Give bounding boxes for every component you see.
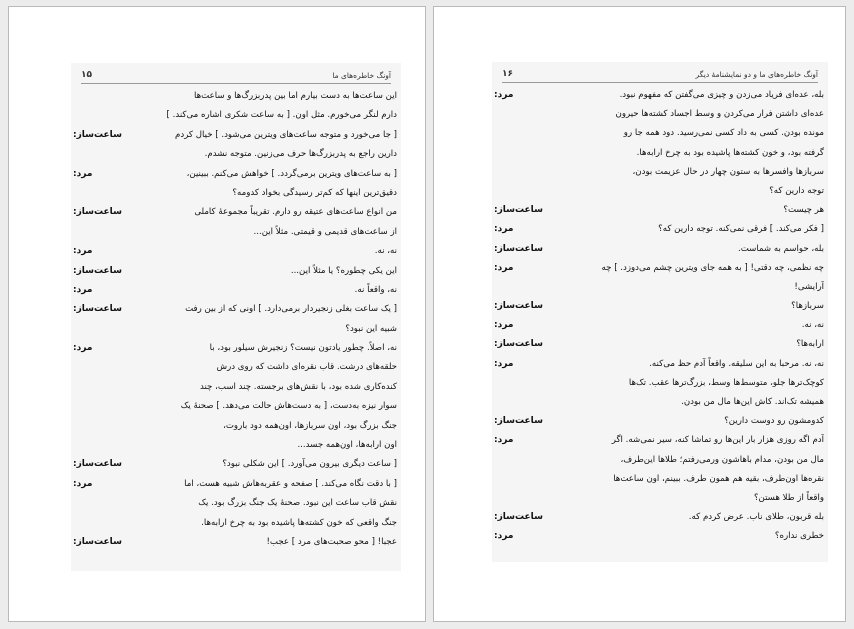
page-number: ۱۶: [502, 69, 513, 79]
speaker-label: ساعت‌ساز:: [494, 416, 543, 427]
dialogue-text: آرایشی!: [794, 281, 824, 292]
dialogue-line: [71, 87, 401, 106]
dialogue-line: [492, 335, 828, 354]
left-page: [8, 6, 426, 622]
speaker-label: ساعت‌ساز:: [494, 339, 543, 350]
dialogue-line: [71, 436, 401, 455]
dialogue-text: کوچک‌ترها جلو، متوسط‌ها وسط، بزرگ‌ترها عقب. تک‌ها: [628, 377, 824, 388]
dialogue-text: آدم اگه روزی هزار بار این‌ها رو تماشا کنه، سیر نمی‌شه. اگر: [611, 435, 824, 446]
dialogue-text: دارم لنگر می‌خورم. مثل اون. [ به ساعت شکری اشاره می‌کند. ]: [166, 110, 397, 121]
speaker-label: مرد:: [494, 90, 514, 100]
speaker-label: ساعت‌ساز:: [73, 536, 122, 547]
dialogue-line: [71, 494, 401, 513]
speaker-label: ساعت‌ساز:: [73, 304, 122, 315]
dialogue-text: این ساعت‌ها به دست بیارم اما بین پدربزرگ‌ها و ساعت‌ها: [194, 91, 397, 101]
dialogue-line: [492, 163, 828, 182]
dialogue-line: [492, 240, 828, 259]
dialogue-text: [ فکر می‌کند. ] فرقی نمی‌کنه. توجه دارین که؟: [658, 224, 824, 235]
dialogue-line: [492, 489, 828, 508]
dialogue-text: شبیه این نبود؟: [345, 323, 397, 334]
dialogue-text: دارین راجع به پدربزرگ‌ها حرف می‌زنین. متوجه نشدم.: [204, 149, 397, 160]
dialogue-line: [492, 355, 828, 374]
dialogue-line: [71, 320, 401, 339]
dialogue-text: نقره‌ها اون‌طرف، بقیه هم همون طرف. ببینم، اون ساعت‌ها: [613, 473, 824, 484]
speaker-label: ساعت‌ساز:: [73, 207, 122, 218]
speaker-label: مرد:: [494, 435, 514, 446]
dialogue-line: [71, 397, 401, 416]
dialogue-text: [ جا می‌خورد و متوجه ساعت‌های ویترین می‌شود. ] خیال کردم: [175, 129, 397, 140]
dialogue-text: [ یک ساعت بغلی زنجیردار برمی‌دارد. ] اونی که از بین رفت: [185, 304, 397, 315]
dialogue-line: [71, 106, 401, 125]
speaker-label: ساعت‌ساز:: [494, 205, 543, 216]
dialogue-line: [492, 470, 828, 489]
dialogue-line: [492, 124, 828, 143]
dialogue-text: ارابه‌ها؟: [796, 339, 824, 350]
dialogue-line: [492, 431, 828, 450]
right-page-header: [502, 69, 818, 83]
speaker-label: مرد:: [494, 224, 514, 235]
dialogue-line: [71, 378, 401, 397]
dialogue-text: نقش قاب ساعت این نبود. صحنهٔ یک جنگ بزرگ بود. یک: [198, 498, 397, 509]
dialogue-line: [492, 105, 828, 124]
dialogue-text: توجه دارین که؟: [769, 185, 824, 196]
speaker-label: مرد:: [73, 343, 93, 354]
speaker-label: مرد:: [494, 358, 514, 369]
dialogue-text: نه، نه.: [374, 246, 397, 257]
dialogue-text: خطری نداره؟: [774, 531, 824, 542]
dialogue-text: جنگ بزرگ بود، اون سربازها، اون‌همه دود باروت،: [223, 420, 397, 431]
dialogue-line: [71, 262, 401, 281]
dialogue-line: [71, 339, 401, 358]
speaker-label: مرد:: [73, 246, 93, 257]
left-page-text: [71, 87, 401, 552]
speaker-label: مرد:: [73, 284, 93, 295]
right-page: [433, 6, 846, 622]
dialogue-text: اون ارابه‌ها، اون‌همه جسد...: [297, 440, 397, 451]
speaker-label: ساعت‌ساز:: [73, 459, 122, 470]
dialogue-line: [71, 242, 401, 261]
dialogue-line: [71, 475, 401, 494]
dialogue-line: [492, 451, 828, 470]
speaker-label: ساعت‌ساز:: [494, 243, 543, 254]
dialogue-text: مونده بودن. کسی به داد کسی نمی‌رسید. دود همه جا رو: [623, 128, 824, 139]
dialogue-text: از ساعت‌های قدیمی و قیمتی. مثلاً این...: [253, 226, 397, 237]
dialogue-text: مال من بودن، مدام باهاشون ورمی‌رفتم؛ طلاها این‌طرف،: [620, 454, 824, 465]
dialogue-text: عجبا! [ محو صحبت‌های مرد ] عجب!: [266, 536, 397, 547]
dialogue-text: کدومشون رو دوست دارین؟: [724, 416, 824, 427]
dialogue-line: [71, 203, 401, 222]
dialogue-line: [71, 300, 401, 319]
speaker-label: مرد:: [494, 262, 514, 273]
dialogue-text: [ به ساعت‌های ویترین برمی‌گردد. ] خواهش می‌کنم. ببینین،: [186, 168, 397, 179]
dialogue-text: سوار نیزه به‌دست، [ به دست‌هاش حالت می‌دهد. ] صحنهٔ یک: [180, 401, 397, 412]
dialogue-text: واقعاً از طلا هستن؟: [753, 492, 824, 503]
dialogue-line: [492, 182, 828, 201]
right-page-scan: [492, 62, 828, 562]
dialogue-line: [492, 297, 828, 316]
dialogue-text: چه نظمی، چه دقتی! [ به همه جای ویترین چشم می‌دوزد. ] چه: [601, 262, 824, 273]
speaker-label: ساعت‌ساز:: [73, 265, 122, 276]
dialogue-line: [492, 201, 828, 220]
dialogue-line: [492, 412, 828, 431]
dialogue-line: [492, 144, 828, 163]
dialogue-line: [492, 86, 828, 105]
dialogue-line: [492, 374, 828, 393]
left-page-scan: [71, 63, 401, 571]
speaker-label: مرد:: [73, 478, 93, 489]
dialogue-text: بله، حواسم به شماست.: [737, 243, 824, 254]
dialogue-text: [ با دقت نگاه می‌کند. ] صفحه و عقربه‌هاش شبیه هست، اما: [184, 478, 397, 489]
dialogue-line: [71, 281, 401, 300]
dialogue-line: [492, 278, 828, 297]
dialogue-text: نه، واقعاً نه.: [354, 284, 397, 295]
dialogue-line: [71, 184, 401, 203]
dialogue-line: [492, 316, 828, 335]
dialogue-text: نه، نه.: [801, 320, 824, 331]
dialogue-line: [492, 393, 828, 412]
dialogue-line: [71, 358, 401, 377]
dialogue-line: [492, 259, 828, 278]
dialogue-text: هر چیست؟: [783, 205, 824, 216]
dialogue-text: عده‌ای داشتن فرار می‌کردن و وسط اجساد کشته‌ها حیرون: [615, 109, 824, 120]
dialogue-line: [492, 527, 828, 546]
dialogue-text: بله قربون، طلای ناب. عرض کردم که.: [688, 512, 824, 523]
left-page-header: [81, 70, 391, 84]
dialogue-line: [71, 455, 401, 474]
dialogue-text: کنده‌کاری شده بود، با نقش‌های برجسته. چند اسب، چند: [199, 381, 397, 392]
dialogue-line: [71, 145, 401, 164]
dialogue-line: [71, 165, 401, 184]
speaker-label: مرد:: [73, 168, 93, 179]
speaker-label: مرد:: [494, 320, 514, 331]
speaker-label: ساعت‌ساز:: [494, 301, 543, 312]
dialogue-line: [71, 223, 401, 242]
dialogue-text: من انواع ساعت‌های عتیقه رو دارم. تقریباً مجموعهٔ کاملی: [194, 207, 397, 218]
dialogue-line: [71, 126, 401, 145]
right-page-text: [492, 86, 828, 547]
dialogue-text: [ ساعت دیگری بیرون می‌آورد. ] این شکلی نبود؟: [222, 459, 397, 470]
dialogue-text: نه، اصلاً. چطور یادتون نیست؟ زنجیرش سیلور بود، با: [209, 343, 397, 354]
dialogue-text: گرفته بود، و خون کشته‌ها پاشیده بود به چرخ ارابه‌ها.: [636, 147, 824, 158]
dialogue-text: سربازها وافسرها به ستون چهار در حال عزیمت بودن،: [632, 166, 824, 177]
dialogue-text: جنگ واقعی که خون کشته‌ها پاشیده بود به چرخ ارابه‌ها.: [201, 517, 397, 528]
dialogue-text: همیشه تک‌اند. کاش این‌ها مال من بودن.: [681, 397, 824, 407]
dialogue-text: نه، نه. مرحبا به این سلیقه. واقعاً آدم حظ می‌کنه.: [649, 358, 824, 369]
dialogue-text: سربازها؟: [791, 301, 824, 312]
dialogue-line: [71, 514, 401, 533]
dialogue-text: حلقه‌های درشت. قاب نقره‌ای داشت که روی درش: [216, 362, 397, 373]
page-number: ۱۵: [81, 70, 92, 80]
dialogue-line: [492, 508, 828, 527]
running-title: آونگ خاطره‌های ما و دو نمایشنامهٔ دیگر: [695, 70, 818, 79]
dialogue-line: [71, 417, 401, 436]
dialogue-text: این یکی چطوره؟ یا مثلاً این...: [290, 265, 397, 276]
running-title: آونگ خاطره‌های ما: [332, 71, 391, 80]
dialogue-line: [71, 533, 401, 552]
dialogue-text: بله، عده‌ای فریاد می‌زدن و چیزی می‌گفتن که مفهوم نبود.: [619, 90, 824, 100]
speaker-label: مرد:: [494, 531, 514, 542]
speaker-label: ساعت‌ساز:: [494, 512, 543, 523]
dialogue-text: دقیق‌ترین اینها که کم‌تر رسیدگی بخواد کدومه؟: [232, 187, 397, 198]
speaker-label: ساعت‌ساز:: [73, 129, 122, 140]
dialogue-line: [492, 220, 828, 239]
